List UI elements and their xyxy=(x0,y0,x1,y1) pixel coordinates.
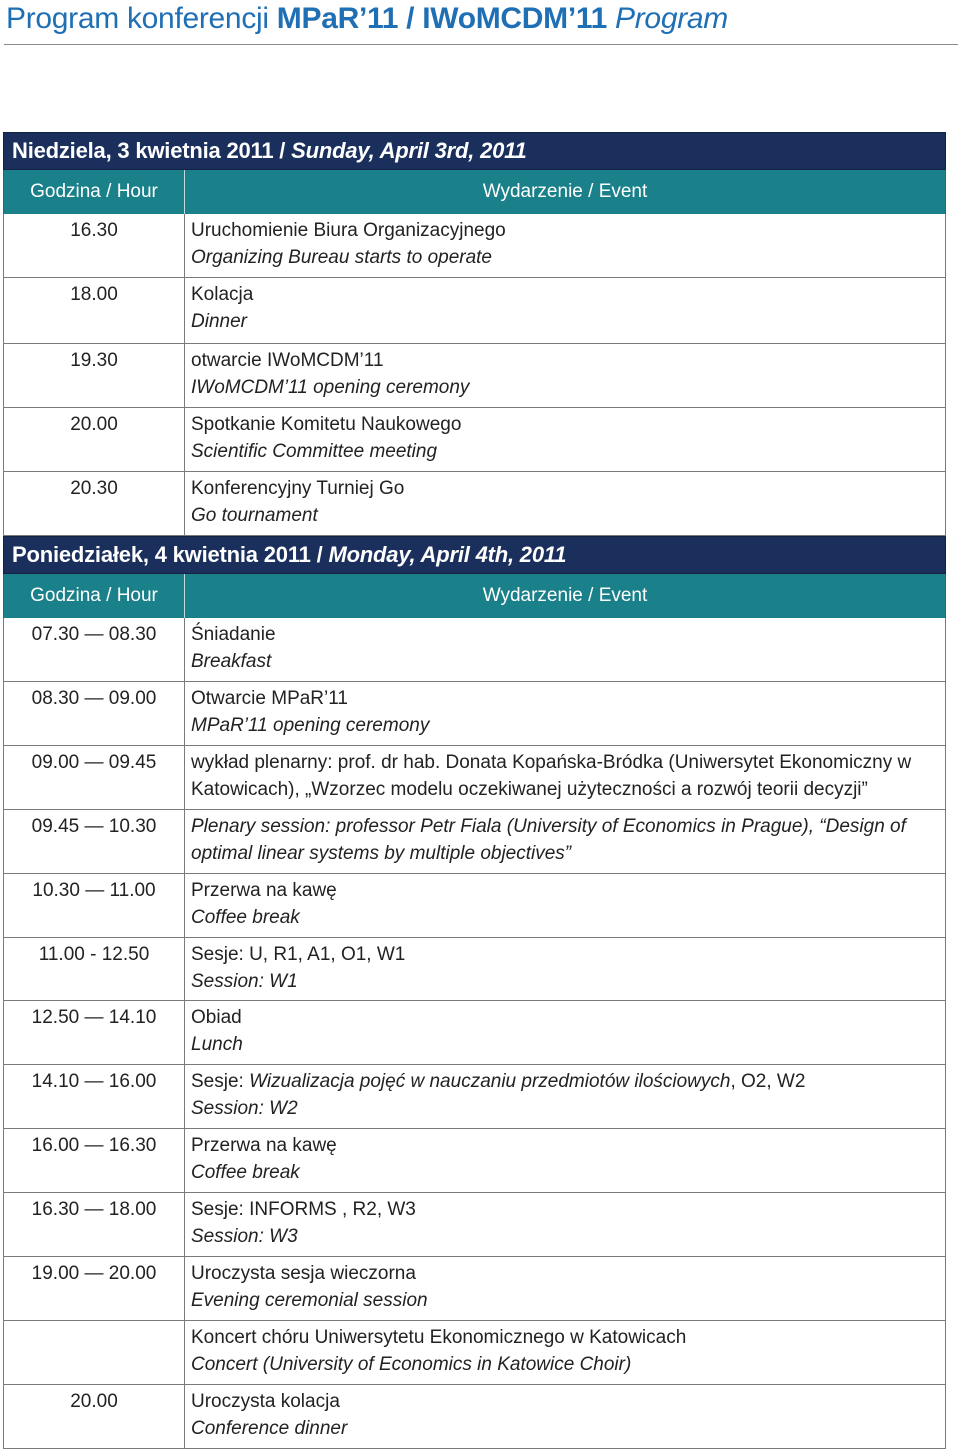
schedule-table xyxy=(3,132,946,1449)
event-cell xyxy=(185,1385,945,1448)
schedule-row xyxy=(3,1129,946,1193)
title-suffix: Program xyxy=(607,2,728,35)
schedule-row xyxy=(3,278,946,344)
event-name-pl: Koncert chóru Uniwersytetu Ekonomicznego w Katowicach xyxy=(191,1327,687,1348)
time-cell: 19.30 xyxy=(4,344,185,407)
schedule-row xyxy=(3,408,946,472)
event-name-en: Coffee break xyxy=(191,1162,300,1183)
time-cell: 18.00 xyxy=(4,278,185,343)
session-title-pl xyxy=(191,1068,939,1095)
event-name-pl: Śniadanie xyxy=(191,624,276,645)
day-header-monday xyxy=(3,536,946,574)
event-cell xyxy=(185,1065,945,1128)
event-name-en: MPaR’11 opening ceremony xyxy=(191,715,430,736)
event-name-en: Coffee break xyxy=(191,907,300,928)
event-name-en: Scientific Committee meeting xyxy=(191,441,438,462)
time-cell: 20.00 xyxy=(4,408,185,471)
event-name-en: Organizing Bureau starts to operate xyxy=(191,247,493,268)
event-cell xyxy=(185,810,945,873)
time-cell: 16.30 — 18.00 xyxy=(4,1193,185,1256)
event-name-en: Session: W2 xyxy=(191,1098,298,1119)
event-name-pl: Obiad xyxy=(191,1007,242,1028)
event-name-pl: Uruchomienie Biura Organizacyjnego xyxy=(191,220,506,241)
schedule-row xyxy=(3,344,946,408)
event-name-pl: Przerwa na kawę xyxy=(191,880,337,901)
event-name-pl: Kolacja xyxy=(191,284,254,305)
session-suffix: , O2, W2 xyxy=(730,1071,806,1092)
event-name-pl: Konferencyjny Turniej Go xyxy=(191,478,405,499)
event-name-en: Session: W3 xyxy=(191,1226,298,1247)
time-cell: 16.00 — 16.30 xyxy=(4,1129,185,1192)
event-name-en: Session: W1 xyxy=(191,971,298,992)
event-cell xyxy=(185,278,945,343)
event-name-en: Go tournament xyxy=(191,505,318,526)
event-name-en: Dinner xyxy=(191,311,247,332)
event-name-en: Concert (University of Economics in Katowice Choir) xyxy=(191,1354,632,1375)
schedule-row xyxy=(3,618,946,682)
event-name-pl: Sesje: U, R1, A1, O1, W1 xyxy=(191,944,406,965)
time-cell: 14.10 — 16.00 xyxy=(4,1065,185,1128)
schedule-row xyxy=(3,682,946,746)
schedule-row xyxy=(3,1001,946,1065)
event-name-pl: otwarcie IWoMCDM’11 xyxy=(191,350,384,371)
day-header-sunday xyxy=(3,132,946,170)
schedule-row xyxy=(3,1321,946,1385)
time-cell: 09.00 — 09.45 xyxy=(4,746,185,809)
day-title-pl: Niedziela, 3 kwietnia 2011 / xyxy=(12,138,292,163)
event-name-pl: Przerwa na kawę xyxy=(191,1135,337,1156)
schedule-row xyxy=(3,938,946,1001)
event-column-header xyxy=(185,170,945,214)
event-cell xyxy=(185,1129,945,1192)
event-cell xyxy=(185,408,945,471)
time-cell: 08.30 — 09.00 xyxy=(4,682,185,745)
title-prefix: Program konferencji xyxy=(6,2,277,35)
column-header-row xyxy=(3,574,946,618)
session-prefix: Sesje: xyxy=(191,1071,250,1092)
event-cell xyxy=(185,1001,945,1064)
event-name-en: Evening ceremonial session xyxy=(191,1290,428,1311)
time-cell: 12.50 — 14.10 xyxy=(4,1001,185,1064)
hour-column-header xyxy=(4,170,185,214)
event-name-en: IWoMCDM’11 opening ceremony xyxy=(191,377,470,398)
time-cell: 09.45 — 10.30 xyxy=(4,810,185,873)
event-cell xyxy=(185,1257,945,1320)
time-cell: 20.00 xyxy=(4,1385,185,1448)
day-title-en: Monday, April 4th, 2011 xyxy=(328,542,567,567)
event-name-pl: Spotkanie Komitetu Naukowego xyxy=(191,414,462,435)
event-cell xyxy=(185,214,945,277)
column-header-row xyxy=(3,170,946,214)
schedule-row xyxy=(3,1065,946,1129)
event-cell xyxy=(185,618,945,681)
time-cell: 19.00 — 20.00 xyxy=(4,1257,185,1320)
plenary-lecture-pl: wykład plenarny: prof. dr hab. Donata Kopańska-Bródka (Uniwersytet Ekonomiczny w Katowicach), „Wzorzec modelu oczekiwanej użyteczności a rozwój teorii decyzji” xyxy=(191,752,912,800)
event-header-label: Wydarzenie / Event xyxy=(482,181,648,202)
time-cell: 10.30 — 11.00 xyxy=(4,874,185,937)
schedule-row xyxy=(3,746,946,810)
event-cell xyxy=(185,1193,945,1256)
event-header-label: Wydarzenie / Event xyxy=(482,585,648,606)
time-cell xyxy=(4,1321,185,1384)
schedule-row xyxy=(3,874,946,938)
event-name-en: Breakfast xyxy=(191,651,272,672)
time-cell: 11.00 - 12.50 xyxy=(4,938,185,1000)
time-cell: 07.30 — 08.30 xyxy=(4,618,185,681)
day-title-en: Sunday, April 3rd, 2011 xyxy=(291,138,527,163)
hour-header-label: Godzina / Hour xyxy=(30,181,158,202)
event-cell xyxy=(185,938,945,1000)
event-name-pl: Otwarcie MPaR’11 xyxy=(191,688,348,709)
schedule-row xyxy=(3,810,946,874)
event-cell xyxy=(185,1321,945,1384)
event-name-pl: Uroczysta sesja wieczorna xyxy=(191,1263,416,1284)
event-name-pl: Uroczysta kolacja xyxy=(191,1391,340,1412)
event-name-pl: Sesje: INFORMS , R2, W3 xyxy=(191,1199,416,1220)
day-title-pl: Poniedziałek, 4 kwietnia 2011 / xyxy=(12,542,329,567)
schedule-row xyxy=(3,214,946,278)
event-cell xyxy=(185,746,945,809)
time-cell: 16.30 xyxy=(4,214,185,277)
time-cell: 20.30 xyxy=(4,472,185,535)
event-name-en: Lunch xyxy=(191,1034,243,1055)
title-divider xyxy=(4,44,958,45)
session-topic: Wizualizacja pojęć w nauczaniu przedmiotów ilościowych xyxy=(249,1071,731,1092)
schedule-row xyxy=(3,472,946,536)
schedule-row xyxy=(3,1193,946,1257)
schedule-row xyxy=(3,1257,946,1321)
page-title xyxy=(6,2,728,36)
event-cell xyxy=(185,472,945,535)
event-cell xyxy=(185,344,945,407)
event-name-en: Conference dinner xyxy=(191,1418,348,1439)
event-column-header xyxy=(185,574,945,618)
schedule-row xyxy=(3,1385,946,1449)
hour-header-label: Godzina / Hour xyxy=(30,585,158,606)
event-cell xyxy=(185,874,945,937)
plenary-session-en: Plenary session: professor Petr Fiala (University of Economics in Prague), “Design of optimal linear systems by multiple objectives” xyxy=(191,816,906,864)
hour-column-header xyxy=(4,574,185,618)
event-cell xyxy=(185,682,945,745)
title-event: MPaR’11 / IWoMCDM’11 xyxy=(276,2,607,35)
